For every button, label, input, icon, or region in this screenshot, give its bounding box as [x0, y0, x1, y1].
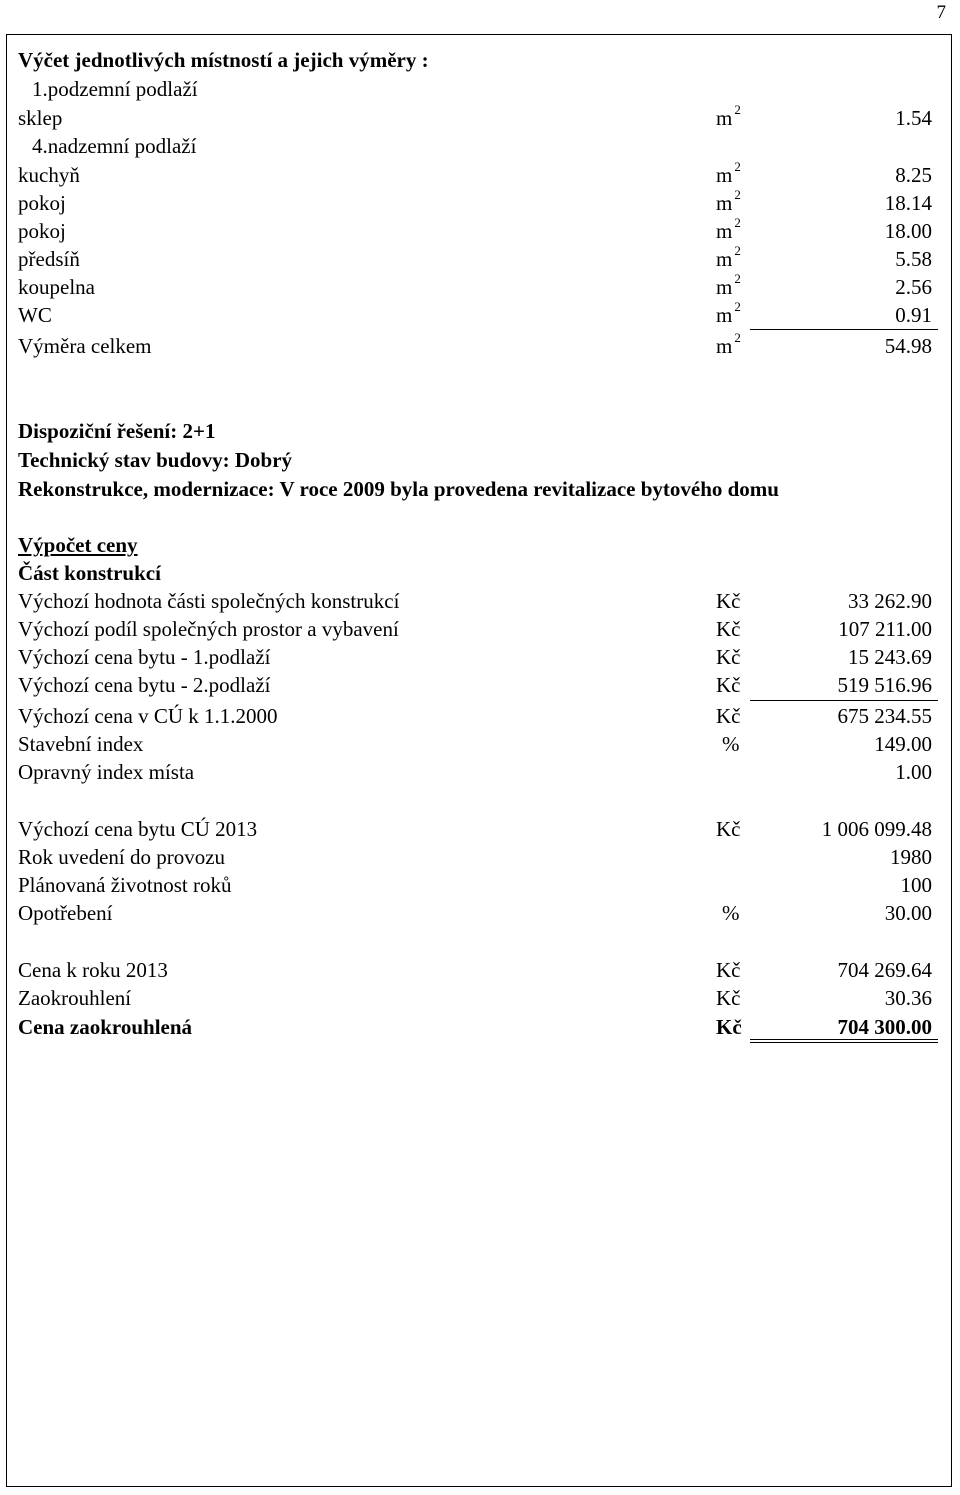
calc-value: 15 243.69	[848, 645, 932, 669]
calc-label: Opravný index místa	[18, 760, 195, 784]
calc-label: Rok uvedení do provozu	[18, 845, 226, 869]
calc-value: 107 211.00	[838, 617, 932, 641]
calc-unit: Kč	[716, 817, 741, 841]
calc-value: 1.00	[895, 760, 932, 784]
room-name: pokoj	[18, 191, 66, 215]
calc-unit: Kč	[716, 673, 741, 697]
calc-value: 30.00	[884, 901, 932, 925]
calc-label: Výchozí cena bytu - 1.podlaží	[18, 645, 271, 669]
calc-label: Výchozí cena bytu CÚ 2013	[18, 817, 258, 841]
calc-unit: Kč	[716, 986, 741, 1010]
calc-label: Plánovaná životnost roků	[18, 873, 232, 897]
rooms-heading: Výčet jednotlivých místností a jejich výměry :	[18, 48, 429, 72]
final-double-line	[750, 1039, 938, 1043]
calc-label: Výchozí podíl společných prostor a vybavení	[18, 617, 399, 641]
final-price-value: 704 300.00	[837, 1015, 932, 1039]
calc-value: 704 269.64	[837, 958, 932, 982]
room-unit: m $^2$	[716, 102, 741, 130]
sum-line	[750, 700, 938, 701]
room-name: pokoj	[18, 219, 66, 243]
calc-unit: %	[722, 901, 740, 925]
floor-label-4: 4.nadzemní podlaží	[32, 134, 197, 158]
calc-unit: Kč	[716, 617, 741, 641]
calc-unit: Kč	[716, 704, 741, 728]
reconstruction-info: Rekonstrukce, modernizace: V roce 2009 byla provedena revitalizace bytového domu	[18, 477, 779, 501]
calc-value: 675 234.55	[837, 704, 932, 728]
page-number: 7	[936, 2, 946, 23]
calc-value: 100	[900, 873, 932, 897]
calc-label: Opotřebení	[18, 901, 113, 925]
calc-label: Zaokrouhlení	[18, 986, 132, 1010]
sum-line	[750, 329, 938, 330]
calc-unit: Kč	[716, 589, 741, 613]
calc-value: 1980	[890, 845, 932, 869]
state-info: Technický stav budovy: Dobrý	[18, 448, 293, 472]
calc-label: Stavební index	[18, 732, 144, 756]
calc-value: 30.36	[884, 986, 932, 1010]
final-price-unit: Kč	[716, 1015, 742, 1039]
calc-subtitle: Část konstrukcí	[18, 561, 161, 585]
calc-title: Výpočet ceny	[18, 533, 138, 557]
room-value: 8.25	[895, 163, 932, 187]
room-unit: m $^2$	[716, 330, 741, 358]
calc-value: 33 262.90	[848, 589, 932, 613]
calc-value: 1 006 099.48	[821, 817, 932, 841]
calc-value: 149.00	[874, 732, 932, 756]
calc-label: Výchozí hodnota části společných konstrukcí	[18, 589, 400, 613]
room-unit: m $^2$	[716, 215, 741, 243]
room-unit: m $^2$	[716, 243, 741, 271]
calc-unit: Kč	[716, 645, 741, 669]
calc-unit: %	[722, 732, 740, 756]
calc-value: 519 516.96	[837, 673, 932, 697]
room-value: 5.58	[895, 247, 932, 271]
floor-label-1: 1.podzemní podlaží	[32, 77, 198, 101]
room-unit: m $^2$	[716, 271, 741, 299]
room-value: 2.56	[895, 275, 932, 299]
calc-unit: Kč	[716, 958, 741, 982]
rooms-total-value: 54.98	[884, 334, 932, 358]
room-name: WC	[18, 303, 52, 327]
room-value: 1.54	[895, 106, 932, 130]
room-value: 18.00	[884, 219, 932, 243]
room-unit: m $^2$	[716, 159, 741, 187]
room-unit: m $^2$	[716, 299, 741, 327]
room-name: předsíň	[18, 247, 80, 271]
room-name: koupelna	[18, 275, 95, 299]
final-price-label: Cena zaokrouhlená	[18, 1015, 193, 1039]
layout-info: Dispoziční řešení: 2+1	[18, 419, 216, 443]
room-unit: m $^2$	[716, 187, 741, 215]
calc-label: Výchozí cena bytu - 2.podlaží	[18, 673, 271, 697]
calc-label: Výchozí cena v CÚ k 1.1.2000	[18, 704, 278, 728]
room-value: 18.14	[884, 191, 932, 215]
calc-label: Cena k roku 2013	[18, 958, 168, 982]
room-name: kuchyň	[18, 163, 80, 187]
room-name: sklep	[18, 106, 63, 130]
rooms-total-label: Výměra celkem	[18, 334, 152, 358]
room-value: 0.91	[895, 303, 932, 327]
